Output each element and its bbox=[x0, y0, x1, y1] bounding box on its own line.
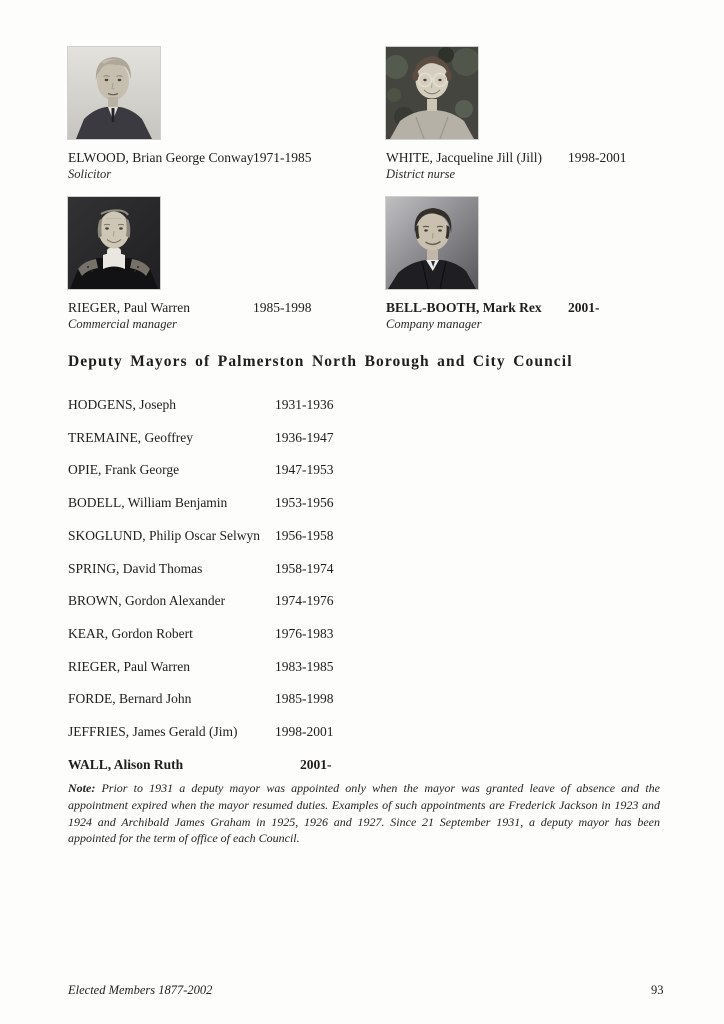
portrait-photo-white bbox=[386, 47, 478, 139]
mayor-occupation: District nurse bbox=[386, 167, 456, 181]
deputy-years: 1985-1998 bbox=[275, 691, 334, 707]
mayor-occupation: Company manager bbox=[386, 317, 482, 331]
deputy-mayor-row bbox=[68, 430, 498, 463]
deputy-years: 1958-1974 bbox=[275, 560, 334, 576]
deputy-name: BROWN, Gordon Alexander bbox=[68, 593, 226, 609]
mayor-years: 1971-1985 bbox=[253, 150, 312, 165]
deputy-name: SKOGLUND, Philip Oscar Selwyn bbox=[68, 527, 260, 543]
deputy-name: HODGENS, Joseph bbox=[68, 397, 176, 412]
page-number: 93 bbox=[651, 983, 664, 997]
deputy-years: 2001- bbox=[300, 756, 332, 772]
deputy-years: 1983-1985 bbox=[275, 658, 334, 674]
deputy-years: 1998-2001 bbox=[275, 724, 334, 740]
mayor-occupation: Solicitor bbox=[68, 167, 112, 181]
deputy-name: KEAR, Gordon Robert bbox=[68, 626, 193, 642]
deputy-mayor-row bbox=[68, 691, 498, 724]
deputy-years: 1974-1976 bbox=[275, 593, 334, 609]
deputy-mayor-row bbox=[68, 462, 498, 495]
deputy-name: RIEGER, Paul Warren bbox=[68, 658, 191, 674]
note-label: Note: bbox=[68, 781, 96, 795]
deputy-years: 1953-1956 bbox=[275, 495, 334, 511]
deputy-years: 1936-1947 bbox=[275, 429, 334, 445]
deputy-name: FORDE, Bernard John bbox=[68, 691, 192, 707]
note-paragraph bbox=[68, 780, 660, 847]
deputy-mayor-row bbox=[68, 626, 498, 659]
deputy-mayor-row bbox=[68, 495, 498, 528]
deputy-mayor-row bbox=[68, 561, 498, 594]
portrait-photo-rieger bbox=[68, 197, 160, 289]
deputy-mayor-row bbox=[68, 528, 498, 561]
mayor-name: RIEGER, Paul Warren bbox=[68, 300, 191, 315]
deputy-mayor-row bbox=[68, 397, 498, 430]
deputy-name: BODELL, William Benjamin bbox=[68, 495, 228, 511]
mayor-entry-bellbooth bbox=[386, 197, 691, 333]
deputy-years: 1976-1983 bbox=[275, 626, 334, 642]
deputy-name: SPRING, David Thomas bbox=[68, 560, 203, 576]
footer-book-title: Elected Members 1877-2002 bbox=[68, 983, 213, 997]
mayor-name: WHITE, Jacqueline Jill (Jill) bbox=[386, 150, 542, 165]
mayor-entry-white bbox=[386, 47, 691, 183]
deputy-name: JEFFRIES, James Gerald (Jim) bbox=[68, 724, 238, 740]
deputy-years: 1956-1958 bbox=[275, 527, 334, 543]
deputy-name: OPIE, Frank George bbox=[68, 462, 180, 478]
deputy-mayor-row bbox=[68, 593, 498, 626]
deputy-name: TREMAINE, Geoffrey bbox=[68, 429, 193, 445]
portrait-photo-bellbooth bbox=[386, 197, 478, 289]
deputy-years: 1931-1936 bbox=[275, 397, 334, 412]
mayor-years: 1985-1998 bbox=[253, 300, 312, 315]
deputy-mayor-row bbox=[68, 659, 498, 692]
deputy-mayor-list bbox=[68, 397, 498, 790]
mayor-years: 2001- bbox=[568, 300, 600, 315]
mayor-name: BELL-BOOTH, Mark Rex bbox=[386, 300, 542, 315]
mayor-occupation: Commercial manager bbox=[68, 317, 177, 331]
mayor-years: 1998-2001 bbox=[568, 150, 627, 165]
deputy-years: 1947-1953 bbox=[275, 462, 334, 478]
portrait-photo-elwood bbox=[68, 47, 160, 139]
section-heading: Deputy Mayors of Palmerston North Borough and City Council bbox=[68, 353, 573, 370]
deputy-name: WALL, Alison Ruth bbox=[68, 756, 184, 772]
mayor-entry-rieger bbox=[68, 197, 373, 333]
deputy-mayor-row bbox=[68, 724, 498, 757]
mayor-name: ELWOOD, Brian George Conway bbox=[68, 150, 254, 165]
note-body: Prior to 1931 a deputy mayor was appointed only when the mayor was granted leave of absence and the appointment expired when the mayor resumed duties. Examples of such appointments are Frederick Jackson in 1923 and 1924 and Archibald James Graham in 1925, 1926 and 1927. Since 21 September 1931, a deputy mayor has been appointed for the term of office of each Council. bbox=[68, 781, 660, 846]
mayor-entry-elwood bbox=[68, 47, 373, 183]
